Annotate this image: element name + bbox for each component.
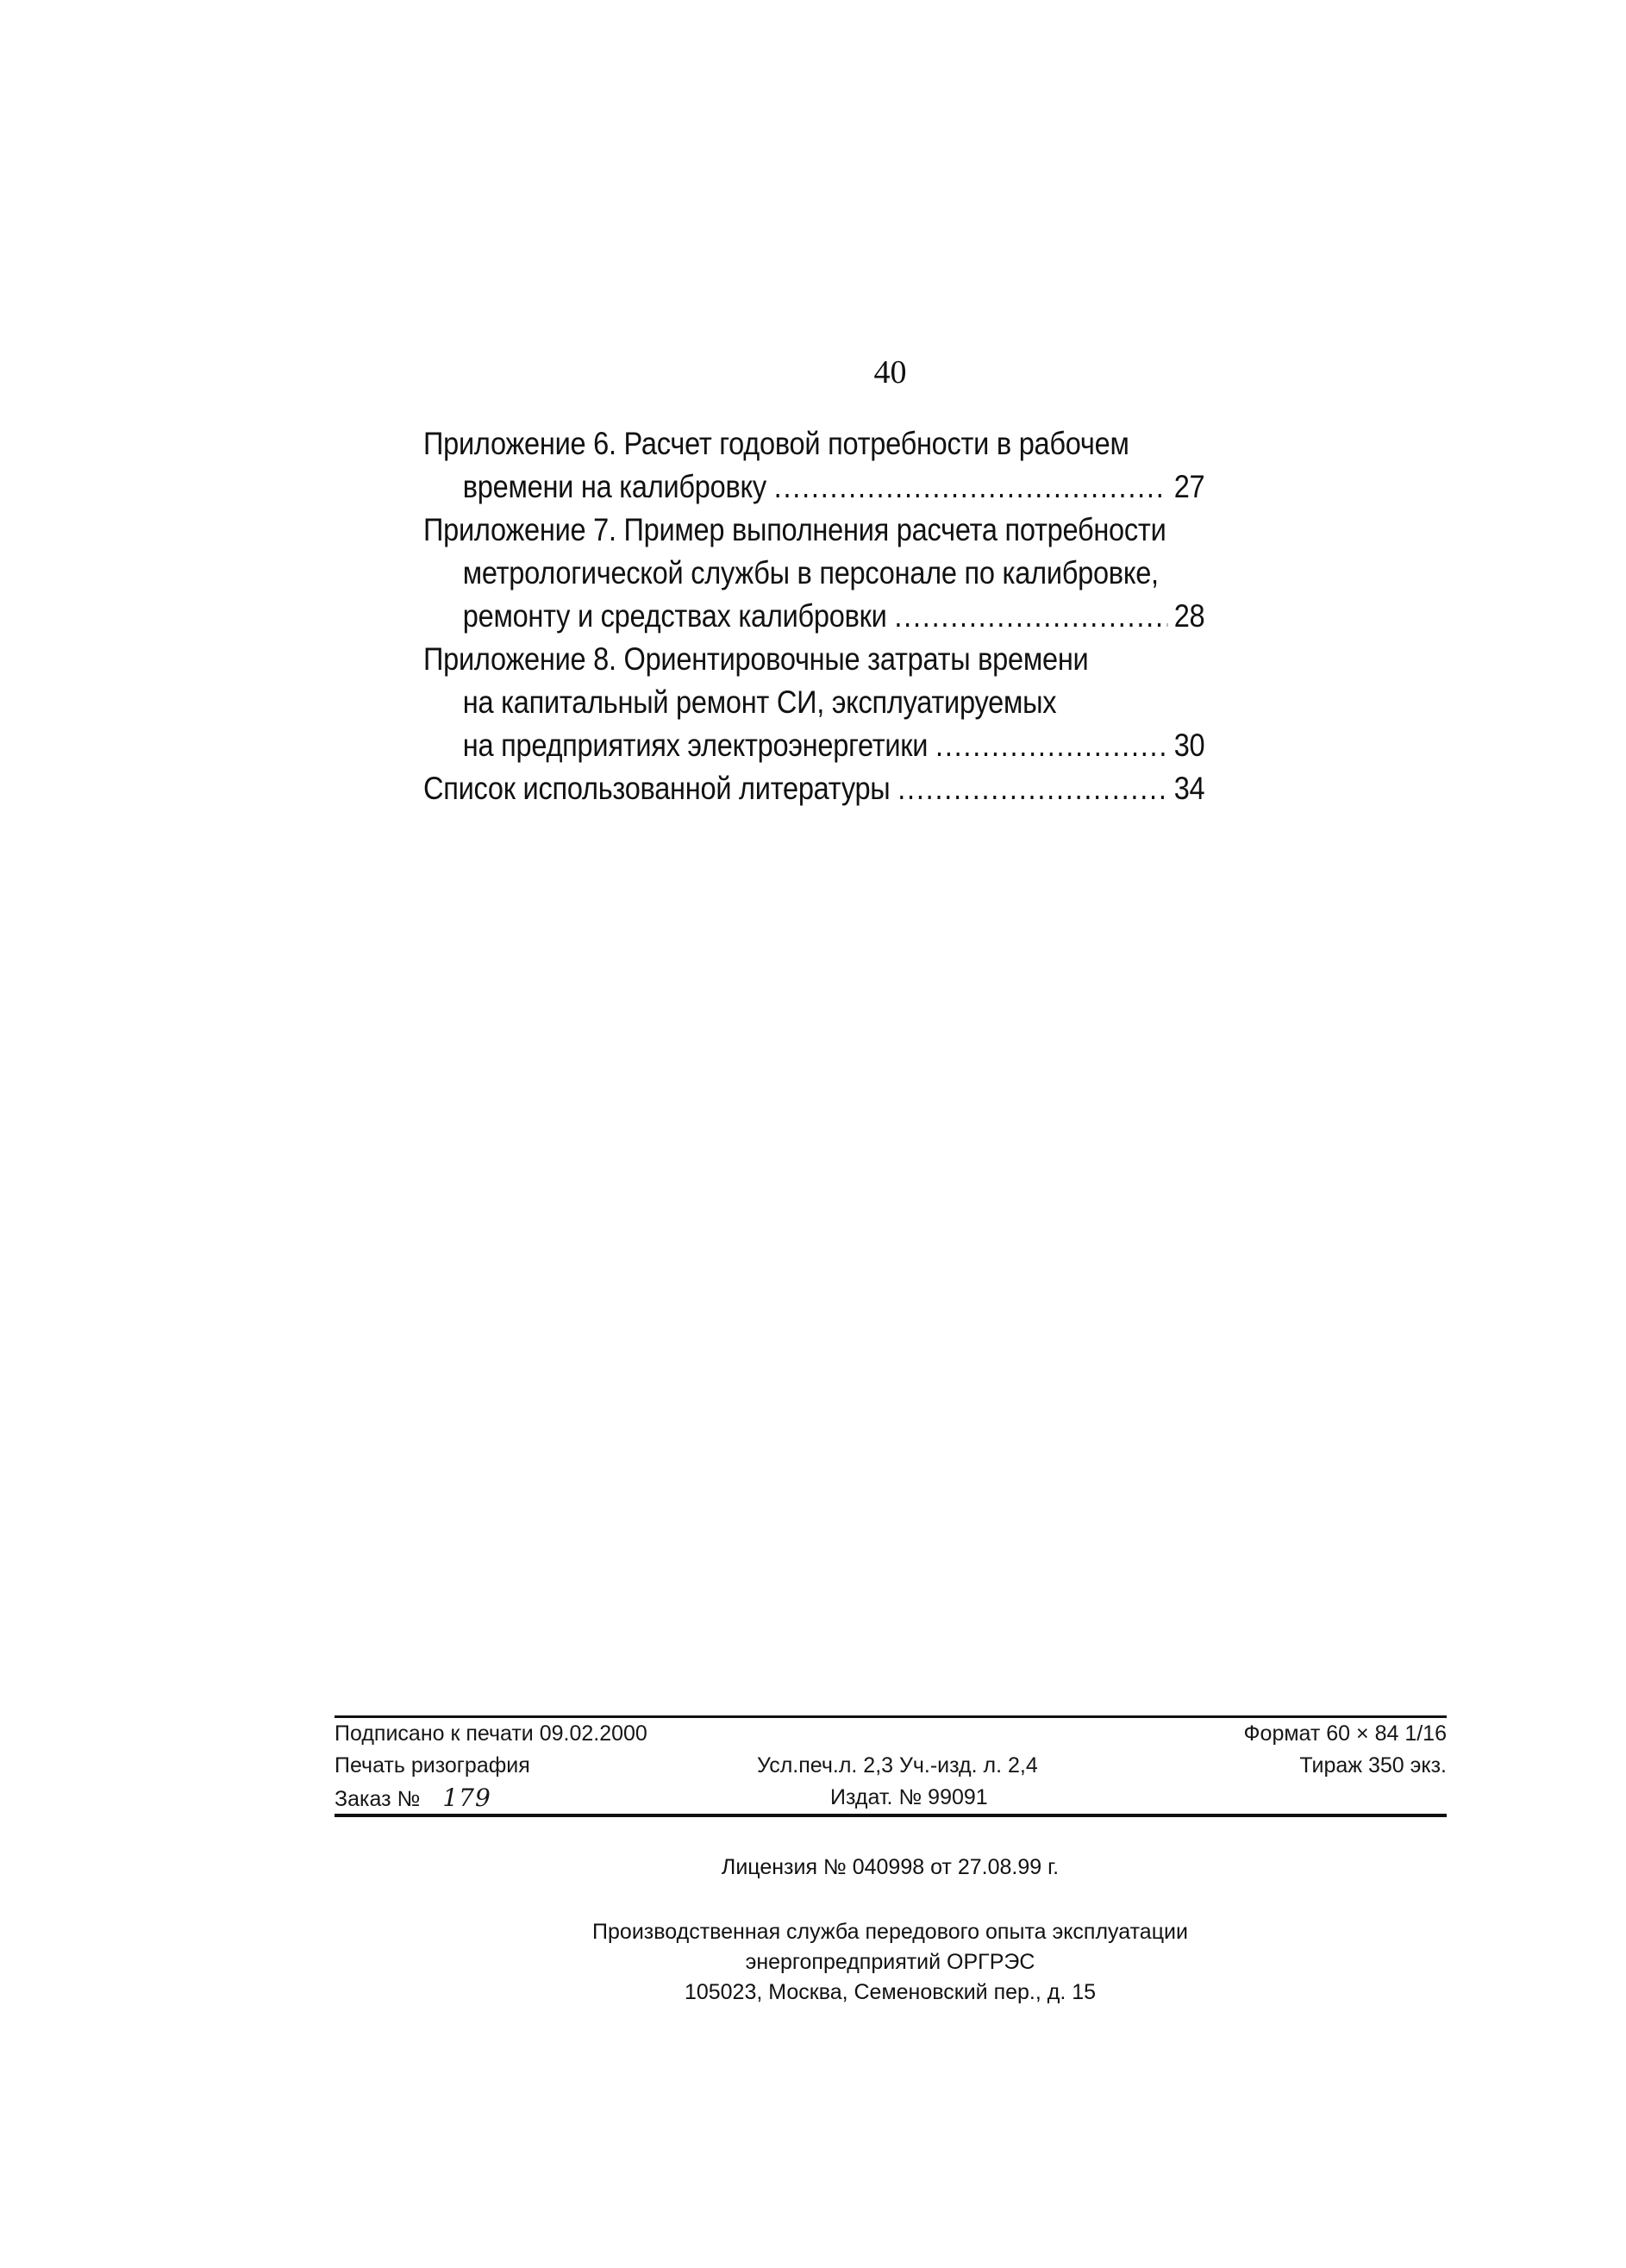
- imprint-bottom-rule: [335, 1814, 1447, 1817]
- toc-entry-6-title: Приложение 6. Расчет годовой потребности в рабочем: [423, 426, 1129, 461]
- toc-entry-6-last-line: [423, 465, 1204, 509]
- publisher-address: 105023, Москва, Семеновский пер., д. 15: [684, 1980, 1097, 2004]
- toc-entry-7-last-line: [423, 595, 1204, 638]
- toc-entry-7-title: Приложение 7. Пример выполнения расчета потребности: [423, 512, 1166, 547]
- print-sheets: Усл.печ.л. 2,3 Уч.-изд. л. 2,4: [757, 1753, 1038, 1778]
- toc-entry-8-continuation: на капитальный ремонт СИ, эксплуатируемых: [462, 684, 1057, 720]
- imprint-row: [335, 1782, 1447, 1814]
- paper-format: Формат 60 × 84 1/16: [1243, 1721, 1447, 1746]
- dot-leader: [935, 724, 1168, 767]
- toc-page-number: 34: [1173, 771, 1205, 806]
- publisher-org-line: энергопредприятий ОРГРЭС: [745, 1950, 1035, 1974]
- imprint-row: [335, 1750, 1447, 1782]
- toc-entry-text: времени на калибровку: [462, 469, 766, 504]
- toc-page-number: 27: [1173, 469, 1205, 504]
- toc-entry-8-title: Приложение 8. Ориентировочные затраты времени: [423, 641, 1089, 677]
- toc-entry-references: [423, 767, 1204, 810]
- toc-page-number: 28: [1173, 598, 1205, 634]
- page-number: 40: [873, 354, 907, 390]
- toc-entry-8-last-line: [423, 724, 1204, 767]
- publisher-block: [0, 1917, 1626, 2008]
- signed-date: Подписано к печати 09.02.2000: [335, 1721, 647, 1746]
- order-field: [335, 1782, 491, 1815]
- toc-page-number: 30: [1173, 728, 1205, 763]
- order-label: Заказ №: [335, 1787, 421, 1811]
- dot-leader: [897, 767, 1167, 810]
- publication-number: Издат. № 99091: [830, 1785, 988, 1809]
- toc-entry-text: Список использованной литературы: [423, 771, 891, 806]
- imprint-block: [335, 1715, 1447, 1817]
- imprint-row: [335, 1718, 1447, 1750]
- order-number-handwritten: 179: [442, 1784, 491, 1812]
- dot-leader: [894, 595, 1167, 638]
- dot-leader: [774, 465, 1168, 509]
- license-line: Лицензия № 040998 от 27.08.99 г.: [721, 1855, 1060, 1879]
- print-run: Тираж 350 экз.: [1299, 1753, 1447, 1778]
- toc-entry-text: на предприятиях электроэнергетики: [462, 728, 929, 763]
- publisher-name-line: Производственная служба передового опыта эксплуатации: [592, 1920, 1188, 1944]
- toc-entry-text: ремонту и средствах калибровки: [462, 598, 887, 634]
- print-method: Печать ризография: [335, 1753, 530, 1778]
- toc-entry-7-continuation: метрологической службы в персонале по калибровке,: [462, 555, 1159, 590]
- table-of-contents: [423, 422, 1204, 810]
